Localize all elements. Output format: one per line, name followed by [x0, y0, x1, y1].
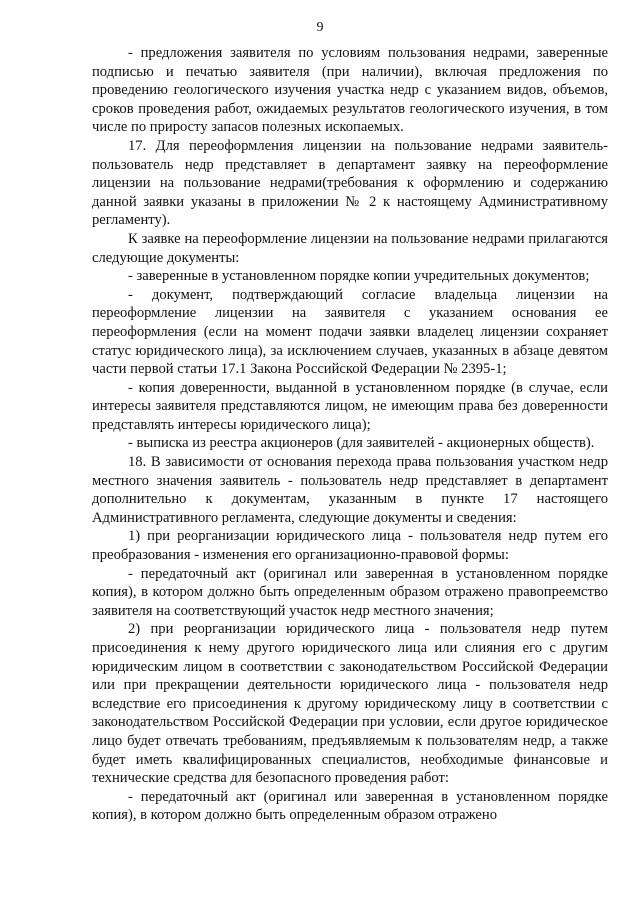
list-item-shareholder-register: - выписка из реестра акционеров (для заявителей - акционерных обществ). [128, 435, 595, 452]
list-item-transfer-act-2: - передаточный акт (оригинал или заверенная в установленном порядке копия), в котором должно быть определенным образом отражено [92, 788, 608, 824]
list-item-power-of-attorney: - копия доверенности, выданной в установленном порядке (в случае, если интересы заявителя представляются лицом, не имеющим права без доверенности представлять интересы юридического лица); [92, 379, 608, 433]
paragraph-18-item-1: 1) при реорганизации юридического лица - пользователя недр путем его преобразования - изменения его организационно-правовой формы: [92, 528, 608, 564]
list-item-consent-document: - документ, подтверждающий согласие владельца лицензии на переоформление лицензии на заявителя с указанием основания ее переоформления (если на момент подачи заявки владелец лицензии сохраняет статус юридического лица), за исключением случаев, указанных в абзаце девятом части первой статьи 17.1 Закона Российской Федерации № 2395-1; [92, 286, 608, 378]
paragraph-18-item-2: 2) при реорганизации юридического лица - пользователя недр путем присоединения к нему другого юридического лица или слияния его с другим юридическим лицом в соответствии с законодательством Российской Федерации или при прекращении деятельности юридического лица - пользователя недр вследствие его присоединения к другому юридическому лицу в соответствии с законодательством Российской Федерации при условии, если другое юридическое лицо будет отвечать требованиям, предъявляемым к пользователям недр, а также будет иметь квалифицированных специалистов, необходимые финансовые и технические средства для безопасного проведения работ: [92, 621, 608, 787]
paragraph-proposals: - предложения заявителя по условиям пользования недрами, заверенные подписью и печатью заявителя (при наличии), включая предложения по проведению геологического изучения участка недр с указанием видов, объемов, сроков проведения работ, ожидаемых результатов геологического изучения, в том числе по приросту запасов полезных ископаемых. [92, 45, 608, 136]
page-number: 9 [316, 20, 324, 35]
list-item-founding-documents: - заверенные в установленном порядке копии учредительных документов; [128, 268, 590, 285]
paragraph-attachments-intro: К заявке на переоформление лицензии на пользование недрами прилагаются следующие документы: [92, 230, 608, 266]
paragraph-18: 18. В зависимости от основания перехода права пользования участком недр местного значения заявитель - пользователь недр представляет в департамент дополнительно к документам, указанным в пункте 17 настоящего Административного регламента, следующие документы и сведения: [92, 454, 608, 526]
paragraph-17: 17. Для переоформления лицензии на пользование недрами заявитель-пользователь недр представляет в департамент заявку на переоформление лицензии на пользование недрами(требования к оформлению и содержанию данной заявки указаны в приложении № 2 к настоящему Административному регламенту). [92, 137, 608, 229]
document-body [92, 44, 608, 825]
list-item-transfer-act-1: - передаточный акт (оригинал или заверенная в установленном порядке копия), в котором должно быть определенным образом отражено правопреемство заявителя на соответствующий участок недр местного значения; [92, 565, 608, 619]
